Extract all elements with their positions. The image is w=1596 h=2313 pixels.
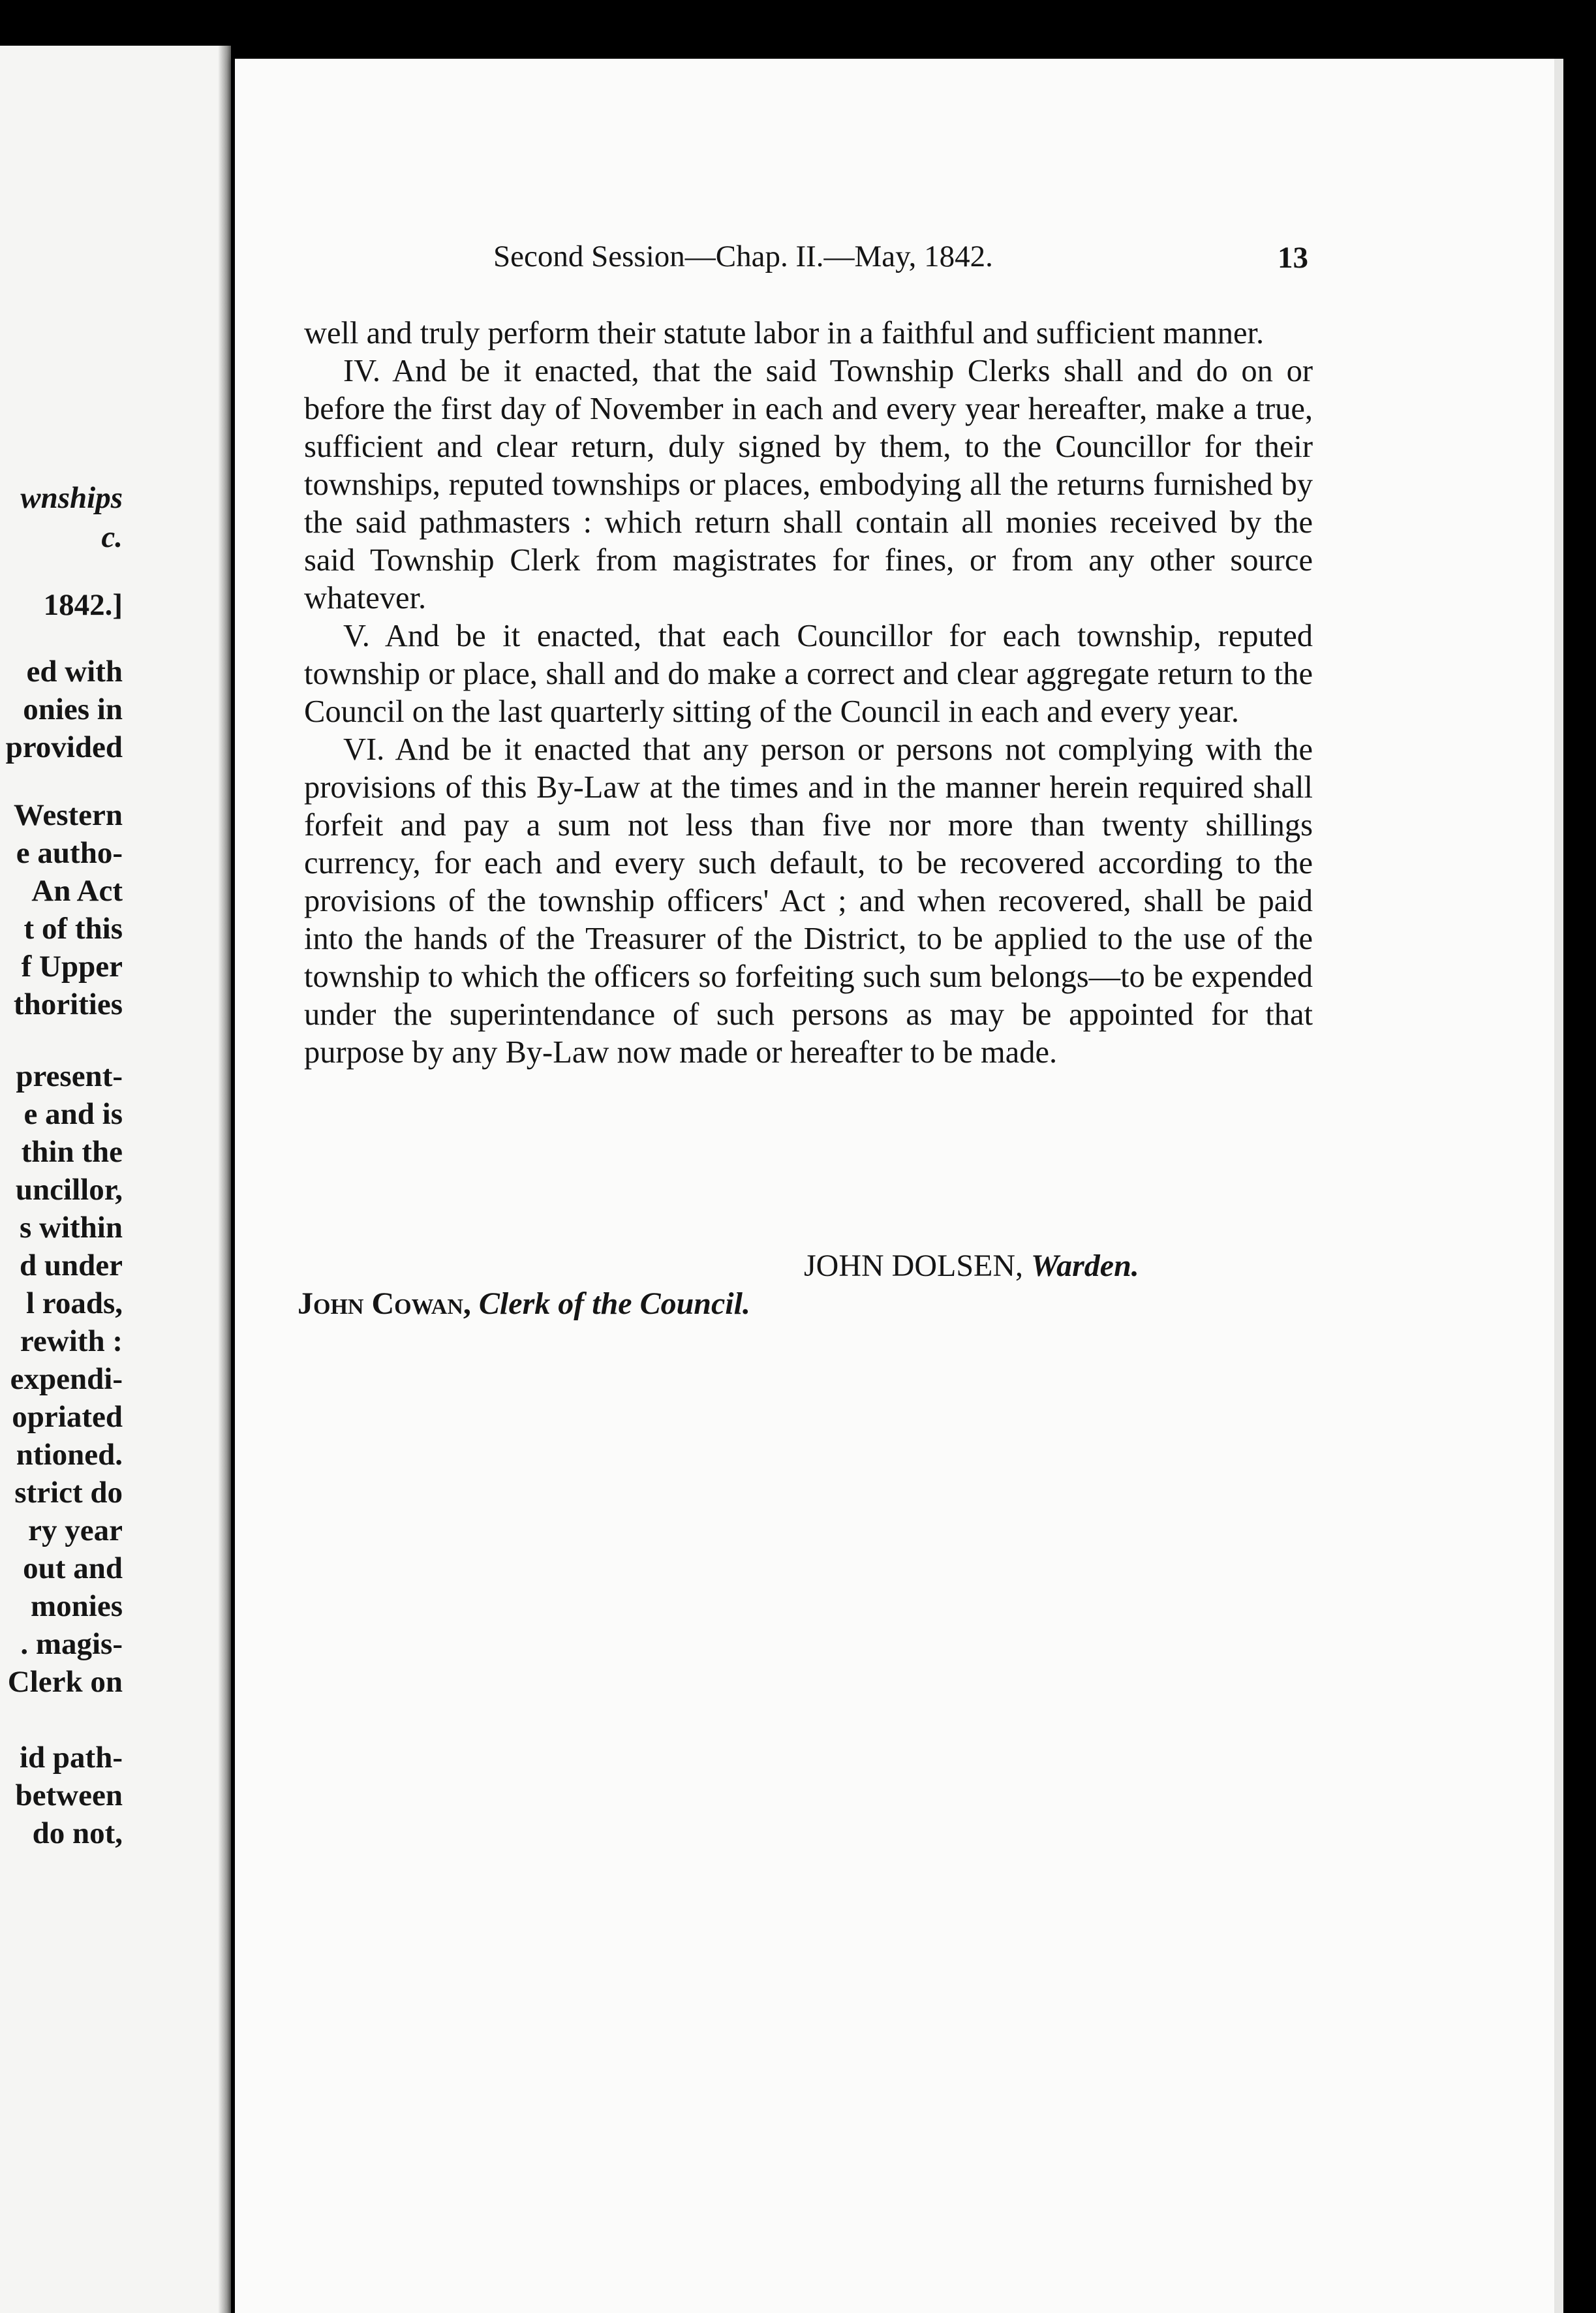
left-page-fragment: l roads, [26,1286,123,1320]
left-page-fragment: e and is [23,1097,123,1131]
clerk-signature [298,1288,750,1320]
left-page-fragment: present- [16,1059,123,1093]
left-page-fragment: Clerk on [7,1665,123,1699]
left-page-fragment: ntioned. [16,1438,123,1472]
left-page-fragment: thin the [21,1135,123,1169]
gutter-shadow [218,46,231,2313]
clerk-title: Clerk of the Council. [478,1286,750,1321]
left-page-fragment: expendi- [10,1362,123,1396]
left-page-fragment: uncillor, [15,1173,123,1207]
left-page-fragment: f Upper [21,950,123,984]
left-page-fragment: rewith : [20,1324,123,1358]
left-page-fragment: onies in [23,692,123,726]
left-page-fragment: d under [19,1249,123,1282]
left-page-fragment: id path- [19,1741,123,1775]
left-page-fragment: ry year [28,1514,123,1547]
clerk-name: John Cowan, [298,1286,471,1321]
left-page-fragment: ed with [26,655,123,689]
left-page-fragment: 1842.] [43,588,123,622]
left-page-fragment: strict do [14,1476,123,1510]
body-text [304,315,1313,1072]
left-page-fragment: c. [101,520,123,554]
left-page-fragment: t of this [23,912,123,946]
warden-title: Warden. [1031,1249,1139,1283]
paragraph-section-v: V. And be it enacted, that each Councillor for each township, reputed township or place, shall and do make a correct and clear aggregate return to the Council on the last quarterly sitting of the Council in each and every year. [304,619,1313,729]
left-page-fragment: monies [31,1589,123,1623]
warden-name: JOHN DOLSEN, [804,1249,1023,1283]
left-page-fragment: opriated [12,1400,123,1434]
left-page-fragment: s within [19,1211,123,1245]
left-page-fragment: e autho- [16,836,123,870]
page-edge [1554,59,1563,2313]
page-number: 13 [1278,241,1308,275]
left-page-fragment: Western [13,798,123,832]
left-page-fragment: . magis- [20,1627,123,1661]
warden-signature [804,1250,1139,1282]
running-head: Second Session—Chap. II.—May, 1842. [493,240,993,273]
paragraph-section-vi: VI. And be it enacted that any person or persons not complying with the provisions of this By-Law at the times and in the manner herein required shall forfeit and pay a sum not less than five nor more than twenty shillings currency, for each and every such default, to be recovered according to the provisions of the township officers' Act ; and when recovered, shall be paid into the hands of the Treasurer of the District, to be applied to the use of the township to which the officers so forfeiting such sum belongs—to be expended under the superintendance of such persons as may be appointed for that purpose by any By-Law now made or hereafter to be made. [304,732,1313,1070]
left-page-fragment: do not, [32,1816,123,1850]
left-page-fragment: An Act [31,874,123,908]
paragraph-continuation: well and truly perform their statute labor in a faithful and sufficient manner. [304,316,1265,350]
left-page-fragment: between [15,1778,123,1812]
left-page-fragment: thorities [13,987,123,1021]
left-page-fragment: out and [23,1551,123,1585]
left-page-fragment: provided [5,730,123,764]
left-facing-page [0,46,231,2313]
left-page-fragment: wnships [20,481,123,515]
paragraph-section-iv: IV. And be it enacted, that the said Township Clerks shall and do on or before the first day of November in each and every year hereafter, make a true, sufficient and clear return, duly signed by them, to the Councillor for their townships, reputed townships or places, embodying all the returns furnished by the said pathmasters : which return shall contain all monies received by the said Township Clerk from magistrates for fines, or from any other source whatever. [304,354,1313,615]
